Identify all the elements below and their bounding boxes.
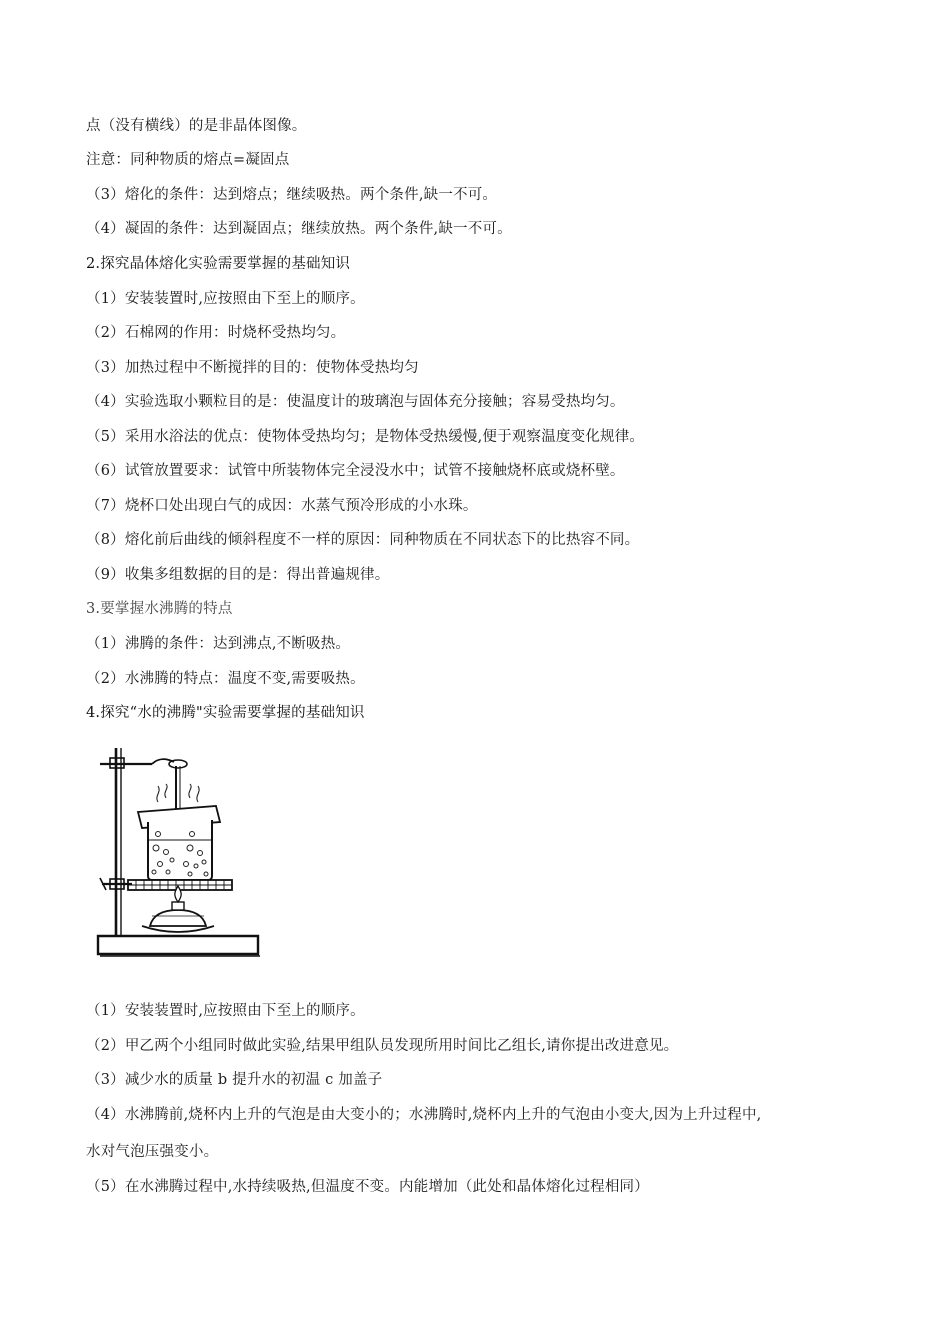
text-line: （5）采用水浴法的优点：使物体受热均匀；是物体受热缓慢,便于观察温度变化规律。 bbox=[86, 429, 645, 445]
text-line: （2）水沸腾的特点：温度不变,需要吸热。 bbox=[86, 671, 365, 687]
text-line: （5）在水沸腾过程中,水持续吸热,但温度不变。内能增加（此处和晶体熔化过程相同） bbox=[86, 1179, 649, 1195]
note-line: 注意：同种物质的熔点=凝固点 bbox=[86, 152, 290, 168]
text-line: （1）安装装置时,应按照由下至上的顺序。 bbox=[86, 291, 365, 307]
text-line: 水对气泡压强变小。 bbox=[86, 1144, 219, 1160]
text-line: （9）收集多组数据的目的是：得出普遍规律。 bbox=[86, 567, 390, 583]
text-line: （8）熔化前后曲线的倾斜程度不一样的原因：同种物质在不同状态下的比热容不同。 bbox=[86, 532, 640, 548]
text-line: （2）石棉网的作用：时烧杯受热均匀。 bbox=[86, 325, 346, 341]
text-line: （4）凝固的条件：达到凝固点；继续放热。两个条件,缺一不可。 bbox=[86, 221, 512, 237]
text-line: （3）加热过程中不断搅拌的目的：使物体受热均匀 bbox=[86, 360, 419, 376]
text-line: （2）甲乙两个小组同时做此实验,结果甲组队员发现所用时间比乙组长,请你提出改进意见。 bbox=[86, 1038, 679, 1054]
section-heading: 4.探究“水的沸腾"实验需要掌握的基础知识 bbox=[86, 705, 365, 721]
text-line: （1）沸腾的条件：达到沸点,不断吸热。 bbox=[86, 636, 351, 652]
text-line: （7）烧杯口处出现白气的成因：水蒸气预冷形成的小水珠。 bbox=[86, 498, 478, 514]
text-line: （1）安装装置时,应按照由下至上的顺序。 bbox=[86, 1003, 365, 1019]
section-heading: 3.要掌握水沸腾的特点 bbox=[86, 601, 233, 617]
boiling-apparatus-figure bbox=[92, 740, 264, 962]
text-line: （3）减少水的质量 b 提升水的初温 c 加盖子 bbox=[86, 1072, 383, 1088]
text-line: 点（没有横线）的是非晶体图像。 bbox=[86, 118, 307, 134]
text-line: （4）实验选取小颗粒目的是：使温度计的玻璃泡与固体充分接触；容易受热均匀。 bbox=[86, 394, 625, 410]
text-line: （3）熔化的条件：达到熔点；继续吸热。两个条件,缺一不可。 bbox=[86, 187, 498, 203]
text-line: （4）水沸腾前,烧杯内上升的气泡是由大变小的；水沸腾时,烧杯内上升的气泡由小变大,因为上升过程中, bbox=[86, 1107, 762, 1123]
text-line: （6）试管放置要求：试管中所装物体完全浸没水中；试管不接触烧杯底或烧杯壁。 bbox=[86, 463, 625, 479]
section-heading: 2.探究晶体熔化实验需要掌握的基础知识 bbox=[86, 256, 351, 272]
